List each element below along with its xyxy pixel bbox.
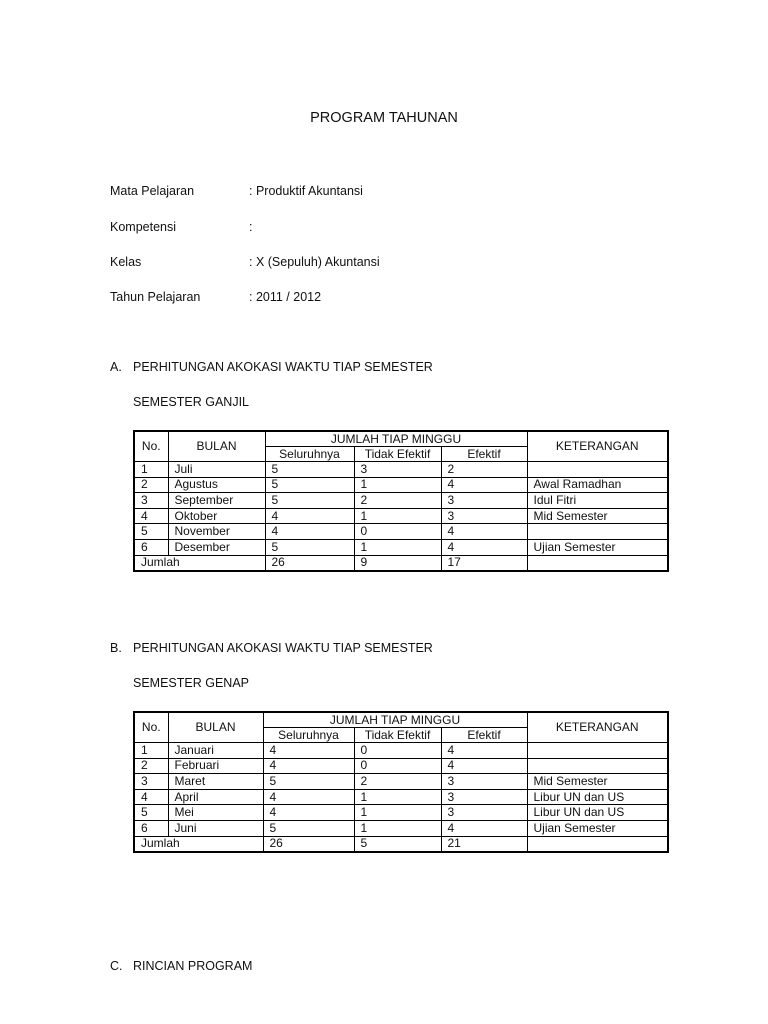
cell-efektif: 4 <box>441 524 527 540</box>
section-a-title: PERHITUNGAN AKOKASI WAKTU TIAP SEMESTER <box>133 360 433 374</box>
section-b-heading <box>110 641 433 655</box>
cell-efektif: 4 <box>441 743 527 759</box>
cell-no: 1 <box>134 743 168 759</box>
cell-efektif: 2 <box>441 462 527 478</box>
header-bulan: BULAN <box>168 712 263 743</box>
section-b-title: PERHITUNGAN AKOKASI WAKTU TIAP SEMESTER <box>133 641 433 655</box>
header-bulan: BULAN <box>168 431 265 462</box>
semester-genap-label: SEMESTER GENAP <box>133 676 249 690</box>
header-efektif: Efektif <box>441 728 527 743</box>
table-row <box>134 805 668 821</box>
cell-no: 5 <box>134 805 168 821</box>
info-label-kompetensi: Kompetensi <box>110 220 177 234</box>
cell-bulan: Mei <box>168 805 263 821</box>
cell-tidak-efektif: 2 <box>354 774 441 790</box>
info-label-mata-pelajaran: Mata Pelajaran <box>110 184 195 198</box>
header-efektif: Efektif <box>441 447 527 462</box>
cell-tidak-efektif: 1 <box>354 820 441 836</box>
cell-tidak-efektif: 1 <box>354 539 441 555</box>
cell-tidak-efektif: 2 <box>354 493 441 509</box>
cell-bulan: November <box>168 524 265 540</box>
cell-total-efektif: 17 <box>441 555 527 571</box>
cell-seluruhnya: 4 <box>265 524 354 540</box>
table-row <box>134 477 668 493</box>
cell-tidak-efektif: 0 <box>354 524 441 540</box>
cell-no: 1 <box>134 462 168 478</box>
cell-tidak-efektif: 1 <box>354 477 441 493</box>
cell-tidak-efektif: 3 <box>354 462 441 478</box>
cell-keterangan: Mid Semester <box>527 774 668 790</box>
table-row <box>134 524 668 540</box>
cell-efektif: 3 <box>441 774 527 790</box>
cell-keterangan: Libur UN dan US <box>527 805 668 821</box>
semester-ganjil-label: SEMESTER GANJIL <box>133 395 249 409</box>
section-c-letter: C. <box>110 959 123 973</box>
header-jumlah-tiap-minggu: JUMLAH TIAP MINGGU <box>265 431 527 447</box>
section-a-heading <box>110 360 433 374</box>
section-c-heading <box>110 959 252 973</box>
total-row <box>134 836 668 852</box>
cell-bulan: Januari <box>168 743 263 759</box>
cell-keterangan: Mid Semester <box>527 508 668 524</box>
semester-ganjil-table <box>133 430 669 572</box>
cell-no: 2 <box>134 477 168 493</box>
table-row <box>134 743 668 759</box>
cell-efektif: 4 <box>441 820 527 836</box>
cell-keterangan <box>527 524 668 540</box>
cell-efektif: 3 <box>441 493 527 509</box>
section-a-letter: A. <box>110 360 122 374</box>
cell-total-tidak-efektif: 5 <box>354 836 441 852</box>
header-no: No. <box>134 712 168 743</box>
cell-bulan: Juli <box>168 462 265 478</box>
section-b-letter: B. <box>110 641 122 655</box>
cell-keterangan: Awal Ramadhan <box>527 477 668 493</box>
table-row <box>134 462 668 478</box>
cell-tidak-efektif: 1 <box>354 805 441 821</box>
cell-keterangan <box>527 462 668 478</box>
cell-seluruhnya: 5 <box>265 477 354 493</box>
cell-seluruhnya: 4 <box>263 743 354 759</box>
cell-seluruhnya: 4 <box>263 758 354 774</box>
table-row <box>134 539 668 555</box>
cell-bulan: Oktober <box>168 508 265 524</box>
document-title: PROGRAM TAHUNAN <box>310 110 458 126</box>
header-keterangan: KETERANGAN <box>527 431 668 462</box>
cell-no: 6 <box>134 539 168 555</box>
cell-seluruhnya: 5 <box>263 820 354 836</box>
header-tidak-efektif: Tidak Efektif <box>354 447 441 462</box>
cell-efektif: 4 <box>441 477 527 493</box>
cell-jumlah-label: Jumlah <box>134 555 265 571</box>
table-row <box>134 820 668 836</box>
table-row <box>134 774 668 790</box>
header-tidak-efektif: Tidak Efektif <box>354 728 441 743</box>
cell-seluruhnya: 4 <box>265 508 354 524</box>
cell-no: 5 <box>134 524 168 540</box>
cell-seluruhnya: 5 <box>263 774 354 790</box>
cell-tidak-efektif: 0 <box>354 758 441 774</box>
info-label-kelas: Kelas <box>110 255 142 269</box>
cell-keterangan: Ujian Semester <box>527 539 668 555</box>
cell-bulan: Februari <box>168 758 263 774</box>
cell-efektif: 3 <box>441 805 527 821</box>
semester-genap-table <box>133 711 669 853</box>
cell-efektif: 3 <box>441 508 527 524</box>
info-value-kompetensi: : <box>249 220 253 234</box>
cell-no: 4 <box>134 789 168 805</box>
cell-total-seluruhnya: 26 <box>265 555 354 571</box>
table-row <box>134 493 668 509</box>
cell-keterangan: Ujian Semester <box>527 820 668 836</box>
cell-efektif: 4 <box>441 758 527 774</box>
info-value-kelas: : X (Sepuluh) Akuntansi <box>249 255 380 269</box>
cell-keterangan: Libur UN dan US <box>527 789 668 805</box>
cell-seluruhnya: 5 <box>265 493 354 509</box>
cell-total-keterangan <box>527 555 668 571</box>
cell-total-efektif: 21 <box>441 836 527 852</box>
table-row <box>134 758 668 774</box>
cell-seluruhnya: 4 <box>263 789 354 805</box>
cell-total-keterangan <box>527 836 668 852</box>
cell-total-seluruhnya: 26 <box>263 836 354 852</box>
header-jumlah-tiap-minggu: JUMLAH TIAP MINGGU <box>263 712 527 728</box>
cell-efektif: 3 <box>441 789 527 805</box>
section-c-title: RINCIAN PROGRAM <box>133 959 253 973</box>
cell-seluruhnya: 5 <box>265 462 354 478</box>
cell-seluruhnya: 5 <box>265 539 354 555</box>
cell-bulan: Agustus <box>168 477 265 493</box>
cell-keterangan <box>527 758 668 774</box>
info-label-tahun-pelajaran: Tahun Pelajaran <box>110 290 201 304</box>
cell-no: 3 <box>134 493 168 509</box>
cell-jumlah-label: Jumlah <box>134 836 263 852</box>
cell-bulan: Maret <box>168 774 263 790</box>
cell-seluruhnya: 4 <box>263 805 354 821</box>
cell-no: 4 <box>134 508 168 524</box>
cell-total-tidak-efektif: 9 <box>354 555 441 571</box>
table-row <box>134 789 668 805</box>
header-seluruhnya: Seluruhnya <box>263 728 354 743</box>
cell-keterangan: Idul Fitri <box>527 493 668 509</box>
cell-bulan: April <box>168 789 263 805</box>
table-row <box>134 508 668 524</box>
header-seluruhnya: Seluruhnya <box>265 447 354 462</box>
cell-tidak-efektif: 0 <box>354 743 441 759</box>
cell-bulan: September <box>168 493 265 509</box>
header-no: No. <box>134 431 168 462</box>
cell-no: 6 <box>134 820 168 836</box>
cell-no: 3 <box>134 774 168 790</box>
info-value-tahun-pelajaran: : 2011 / 2012 <box>249 290 322 304</box>
cell-keterangan <box>527 743 668 759</box>
cell-tidak-efektif: 1 <box>354 508 441 524</box>
info-value-mata-pelajaran: : Produktif Akuntansi <box>249 184 363 198</box>
cell-bulan: Desember <box>168 539 265 555</box>
total-row <box>134 555 668 571</box>
cell-bulan: Juni <box>168 820 263 836</box>
cell-no: 2 <box>134 758 168 774</box>
header-keterangan: KETERANGAN <box>527 712 668 743</box>
cell-efektif: 4 <box>441 539 527 555</box>
cell-tidak-efektif: 1 <box>354 789 441 805</box>
